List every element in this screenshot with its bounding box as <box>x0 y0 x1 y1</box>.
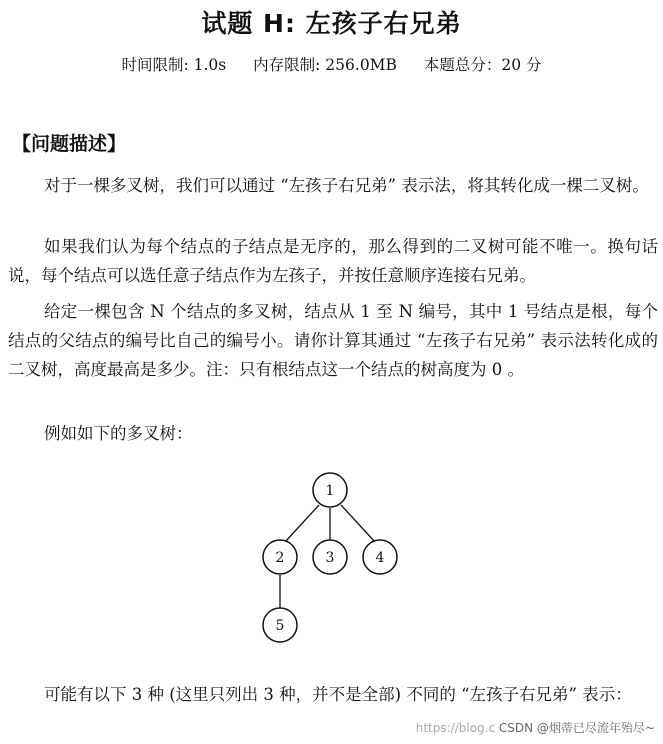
watermark-url: https://blog.c <box>415 721 496 735</box>
tree-diagram <box>255 465 415 650</box>
problem-title: 试题 H: 左孩子右兄弟 <box>201 9 462 38</box>
paragraph-intro: 对于一棵多叉树，我们可以通过 “左孩子右兄弟” 表示法，将其转化成一棵二叉树。 <box>44 176 649 195</box>
tree-node-4-label: 4 <box>375 550 385 566</box>
paragraph-representations: 可能有以下 3 种 (这里只列出 3 种，并不是全部) 不同的 “左孩子右兄弟” 表示： <box>44 685 632 704</box>
tree-node-1-label: 1 <box>325 483 335 499</box>
section-heading: 【问题描述】 <box>12 133 127 155</box>
tree-node-2-label: 2 <box>275 550 285 566</box>
total-score: 本题总分：20 分 <box>423 56 542 74</box>
paragraph-unordered: 如果我们认为每个结点的子结点是无序的，那么得到的二叉树可能不唯一。换句话说，每个结点可以选任意子结点作为左孩子，并按任意顺序连接右兄弟。 <box>8 237 658 285</box>
paragraph-example: 例如如下的多叉树： <box>44 424 193 443</box>
tree-node-5-label: 5 <box>275 618 285 634</box>
watermark <box>416 719 655 736</box>
paragraph-task: 给定一棵包含 N 个结点的多叉树，结点从 1 至 N 编号，其中 1 号结点是根，每个结点的父结点的编号比自己的编号小。请你计算其通过 “左孩子右兄弟” 表示法转化成的二叉树，高度最高是多少。注：只有根结点这一个结点的树高度为 0 。 <box>8 302 658 379</box>
problem-meta <box>0 53 663 75</box>
memory-limit: 内存限制: 256.0MB <box>253 56 397 74</box>
time-limit: 时间限制: 1.0s <box>121 56 227 74</box>
edge-1-4 <box>341 505 375 542</box>
watermark-credit: CSDN @烟蒂已尽流年殆尽~ <box>498 721 655 735</box>
edge-1-2 <box>285 505 319 542</box>
tree-node-3-label: 3 <box>325 550 335 566</box>
